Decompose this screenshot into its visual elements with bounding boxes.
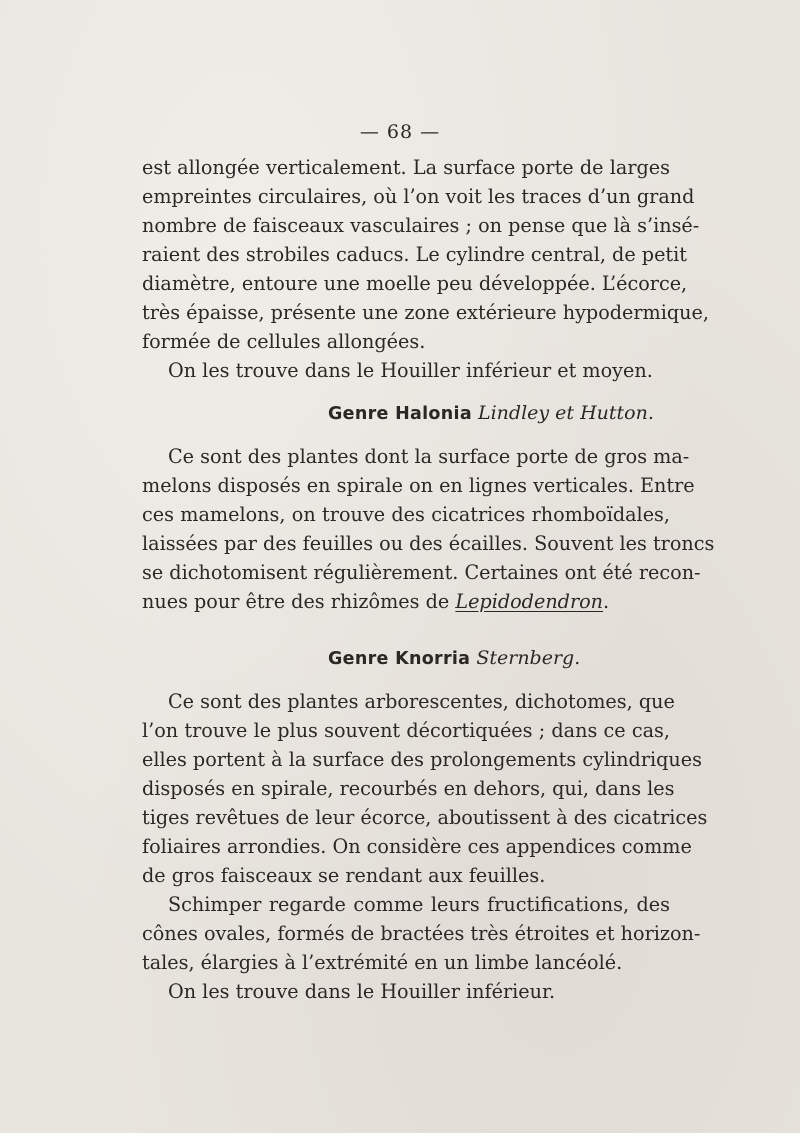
genus-name: Genre Halonia [328,404,472,424]
text-line [142,587,670,616]
genus-author: Sternberg. [476,647,581,669]
genus-name: Genre Knorria [328,649,471,669]
text-line: Schimper regarde comme leurs fructifications, des [168,893,670,916]
text-line: tiges revêtues de leur écorce, aboutissent à des cicatrices [142,806,708,829]
text-line: diamètre, entoure une moelle peu développée. L’écorce, [142,272,688,295]
text-line: cônes ovales, formés de bractées très étroites et horizon- [142,922,701,945]
paragraph-fructification [142,890,701,977]
text-line: l’on trouve le plus souvent décortiquées ; dans ce cas, [142,719,670,742]
text-line: raient des strobiles caducs. Le cylindre central, de petit [142,243,687,266]
text-line: Ce sont des plantes arborescentes, dichotomes, que [168,690,675,713]
text-line: On les trouve dans le Houiller inférieur et moyen. [168,359,653,382]
text-line: se dichotomisent régulièrement. Certaines ont été recon- [142,561,701,584]
text-line: laissées par des feuilles ou des écailles. Souvent les troncs [142,532,715,555]
taxon-name: Lepidodendron [455,590,604,613]
text-line: foliaires arrondies. On considère ces appendices comme [142,835,692,858]
genus-author: Lindley et Hutton. [477,402,654,424]
text-fragment: nues pour être des rhizômes de [142,590,456,613]
paragraph-distribution-1 [142,356,670,385]
text-line: disposés en spirale, recourbés en dehors, qui, dans les [142,777,675,800]
text-line: très épaisse, présente une zone extérieure hypodermique, [142,301,709,324]
text-line: formée de cellules allongées. [142,330,426,353]
paragraph-halonia [142,442,715,616]
text-line: de gros faisceaux se rendant aux feuilles. [142,864,546,887]
text-line: On les trouve dans le Houiller inférieur. [168,980,556,1003]
paragraph-continuation [142,153,709,356]
section-heading-halonia [142,399,670,428]
page-body [142,153,715,1006]
text-line: melons disposés en spirale on en lignes verticales. Entre [142,474,695,497]
text-line: tales, élargies à l’extrémité en un limbe lancéolé. [142,951,623,974]
text-line: elles portent à la surface des prolongements cylindriques [142,748,702,771]
paragraph-distribution-2 [142,977,670,1006]
text-line: ces mamelons, on trouve des cicatrices rhomboïdales, [142,503,670,526]
text-line: empreintes circulaires, où l’on voit les traces d’un grand [142,185,695,208]
page-number: — 68 — [359,121,441,143]
text-fragment: . [603,590,610,613]
text-line: nombre de faisceaux vasculaires ; on pense que là s’insé- [142,214,700,237]
paragraph-knorria [142,687,708,890]
section-heading-knorria [142,644,670,673]
text-line: Ce sont des plantes dont la surface porte de gros ma- [168,445,690,468]
text-line: est allongée verticalement. La surface porte de larges [142,156,670,179]
